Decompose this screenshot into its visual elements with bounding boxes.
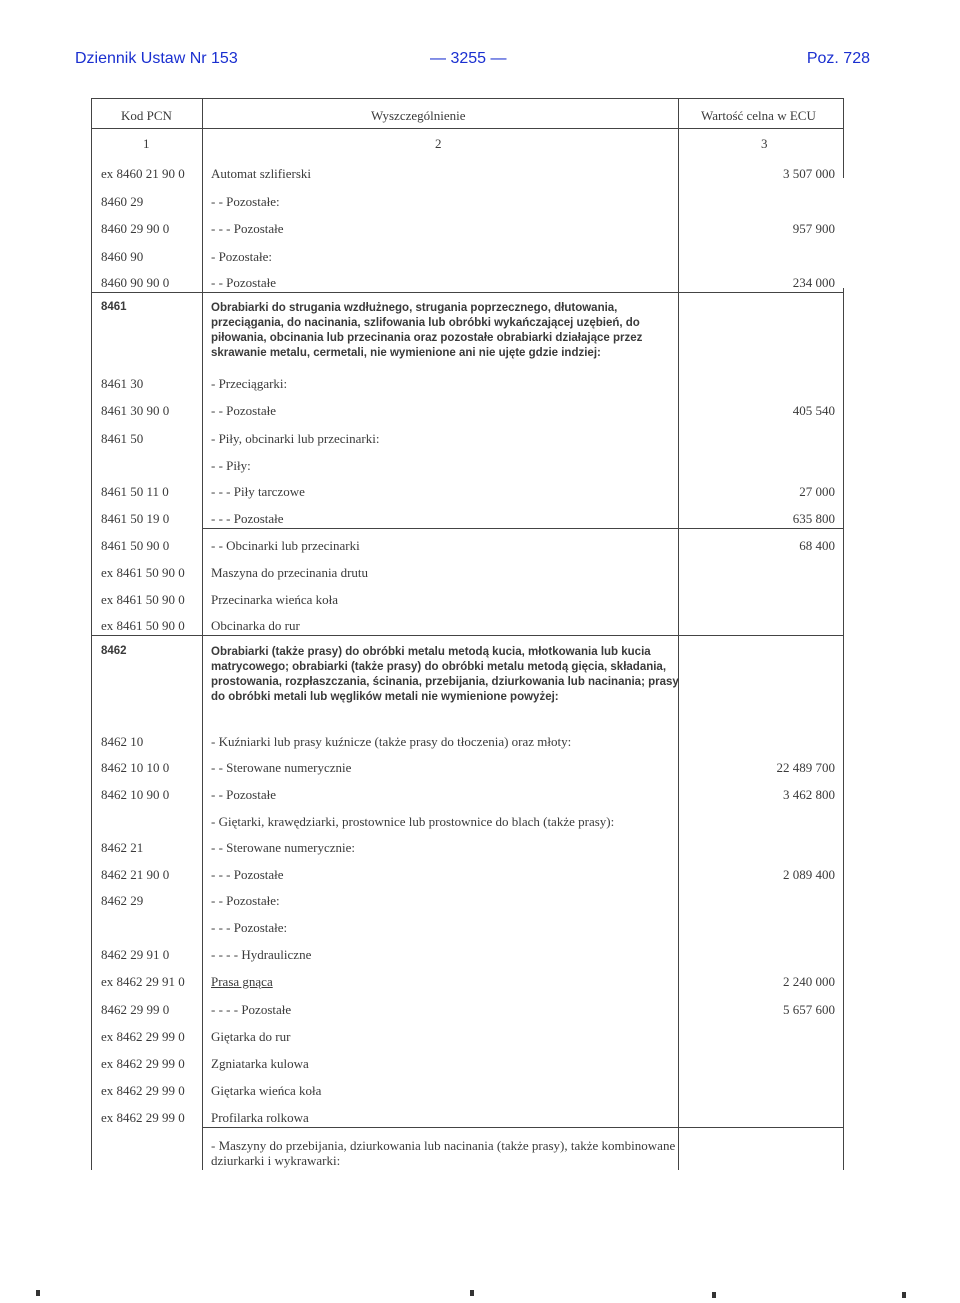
description: Profilarka rolkowa: [211, 1110, 309, 1125]
page-header: [75, 50, 870, 74]
col-header-value: Wartość celna w ECU: [701, 108, 816, 123]
pcn-code: ex 8460 21 90 0: [101, 166, 185, 181]
customs-table: [91, 98, 843, 1170]
description: - - Pozostałe:: [211, 194, 280, 209]
description: - Przeciągarki:: [211, 376, 288, 391]
description: - - - Pozostałe:: [211, 920, 288, 935]
description: - - Piły:: [211, 458, 251, 473]
description: Giętarka do rur: [211, 1029, 291, 1044]
pcn-code: ex 8462 29 99 0: [101, 1083, 185, 1098]
description: Giętarka wieńca koła: [211, 1083, 322, 1098]
col-number-1: 1: [143, 136, 150, 151]
description: - Giętarki, krawędziarki, prostownice lub prostownice do blach (także prasy):: [211, 814, 615, 829]
pcn-code: 8461 50 19 0: [101, 511, 170, 526]
description: Przecinarka wieńca koła: [211, 592, 339, 607]
description: - Pozostałe:: [211, 249, 273, 264]
journal-title: Dziennik Ustaw Nr 153: [75, 50, 238, 67]
customs-value: 234 000: [792, 275, 835, 290]
col-header-code: Kod PCN: [121, 108, 172, 123]
description: - - Pozostałe:: [211, 893, 280, 908]
scan-mark: [36, 1290, 40, 1296]
customs-value: 27 000: [799, 484, 835, 499]
description: Prasa gnąca: [211, 974, 273, 989]
pcn-code: 8461: [101, 301, 127, 313]
pcn-code: 8460 29 90 0: [101, 221, 170, 236]
scan-mark: [902, 1292, 906, 1298]
customs-value: 2 240 000: [783, 974, 835, 989]
column-divider-1: [202, 98, 203, 1170]
description: - - Pozostałe: [211, 787, 276, 802]
customs-value: 68 400: [799, 538, 835, 553]
pcn-code: 8462 21 90 0: [101, 867, 170, 882]
col-header-description: Wyszczególnienie: [371, 108, 466, 123]
pcn-code: 8461 30 90 0: [101, 403, 170, 418]
scan-mark: [712, 1292, 716, 1298]
col-number-3: 3: [761, 136, 768, 151]
pcn-code: 8461 50: [101, 431, 144, 446]
pcn-code: ex 8461 50 90 0: [101, 592, 185, 607]
pcn-code: 8460 90 90 0: [101, 275, 170, 290]
description: Automat szlifierski: [211, 166, 312, 181]
description: Obrabiarki (także prasy) do obróbki metalu metodą kucia, młotkowania lub kucia matrycowego; obrabiarki (także prasy) do obróbki metalu metodą gięcia, składania, prostowania, rozpłaszczania, ścinania, przebijania, dziurkowania lub nacinania; prasy do obróbki metali lub węglików metali nie wymienione powyżej:: [211, 646, 679, 703]
customs-value: 957 900: [792, 221, 835, 236]
pcn-code: ex 8461 50 90 0: [101, 565, 185, 580]
pcn-code: ex 8461 50 90 0: [101, 618, 185, 633]
position-number: Poz. 728: [806, 50, 870, 67]
description: - Maszyny do przebijania, dziurkowania lub nacinania (także prasy), także kombinowane dziurkarki i wykrawarki:: [211, 1138, 676, 1168]
description: - - - Pozostałe: [211, 221, 284, 236]
description: Obcinarka do rur: [211, 618, 300, 633]
customs-value: 3 507 000: [783, 166, 835, 181]
pcn-code: 8462 29: [101, 893, 144, 908]
pcn-code: ex 8462 29 99 0: [101, 1056, 185, 1071]
row-divider: [202, 1127, 843, 1128]
description: - - Sterowane numerycznie:: [211, 840, 356, 855]
description: - Piły, obcinarki lub przecinarki:: [211, 431, 380, 446]
pcn-code: 8462 10: [101, 734, 144, 749]
table-top-border: [91, 98, 843, 99]
pcn-code: 8462 21: [101, 840, 144, 855]
description: Maszyna do przecinania drutu: [211, 565, 369, 580]
description: - Kuźniarki lub prasy kuźnicze (także prasy do tłoczenia) oraz młoty:: [211, 734, 572, 749]
pcn-code: 8461 50 11 0: [101, 484, 169, 499]
pcn-code: 8462 29 99 0: [101, 1002, 170, 1017]
pcn-code: ex 8462 29 99 0: [101, 1110, 185, 1125]
table-border-right-lower: [843, 288, 844, 1170]
description: Obrabiarki do strugania wzdłużnego, strugania poprzecznego, dłutowania, przeciągania, do nacinania, szlifowania lub obróbki wykańczającej uzębień, do piłowania, obcinania lub przecinania oraz pozostałe obrabiarki działające przez skrawanie metalu, cermetali, nie wymienione ani nie ujęte gdzie indziej:: [211, 302, 643, 359]
pcn-code: 8460 90: [101, 249, 144, 264]
description: - - - Pozostałe: [211, 511, 284, 526]
description: - - - Pozostałe: [211, 867, 284, 882]
customs-value: 22 489 700: [776, 760, 835, 775]
pcn-code: 8461 50 90 0: [101, 538, 170, 553]
description: Zgniatarka kulowa: [211, 1056, 309, 1071]
table-border-right: [843, 98, 844, 178]
description: - - Pozostałe: [211, 403, 276, 418]
description: - - - - Pozostałe: [211, 1002, 292, 1017]
customs-value: 5 657 600: [783, 1002, 835, 1017]
customs-value: 405 540: [792, 403, 835, 418]
pcn-code: ex 8462 29 99 0: [101, 1029, 185, 1044]
col-number-2: 2: [435, 136, 442, 151]
pcn-code: 8462 10 10 0: [101, 760, 170, 775]
customs-value: 2 089 400: [783, 867, 835, 882]
pcn-code: 8462 10 90 0: [101, 787, 170, 802]
pcn-code: 8461 30: [101, 376, 144, 391]
header-divider: [91, 128, 843, 129]
pcn-code: 8462 29 91 0: [101, 947, 170, 962]
description: - - Pozostałe: [211, 275, 276, 290]
group-divider: [91, 292, 843, 293]
pcn-code: 8460 29: [101, 194, 144, 209]
table-border-left: [91, 98, 92, 1170]
customs-value: 635 800: [792, 511, 835, 526]
row-divider: [202, 528, 843, 529]
group-divider: [91, 635, 843, 636]
pcn-code: ex 8462 29 91 0: [101, 974, 185, 989]
description: - - - Piły tarczowe: [211, 484, 305, 499]
description: - - - - Hydrauliczne: [211, 947, 312, 962]
description: - - Sterowane numerycznie: [211, 760, 352, 775]
scan-mark: [470, 1290, 474, 1296]
page-number: — 3255 —: [430, 50, 507, 67]
pcn-code: 8462: [101, 645, 127, 657]
customs-value: 3 462 800: [783, 787, 835, 802]
column-divider-2: [678, 98, 679, 1170]
description: - - Obcinarki lub przecinarki: [211, 538, 360, 553]
